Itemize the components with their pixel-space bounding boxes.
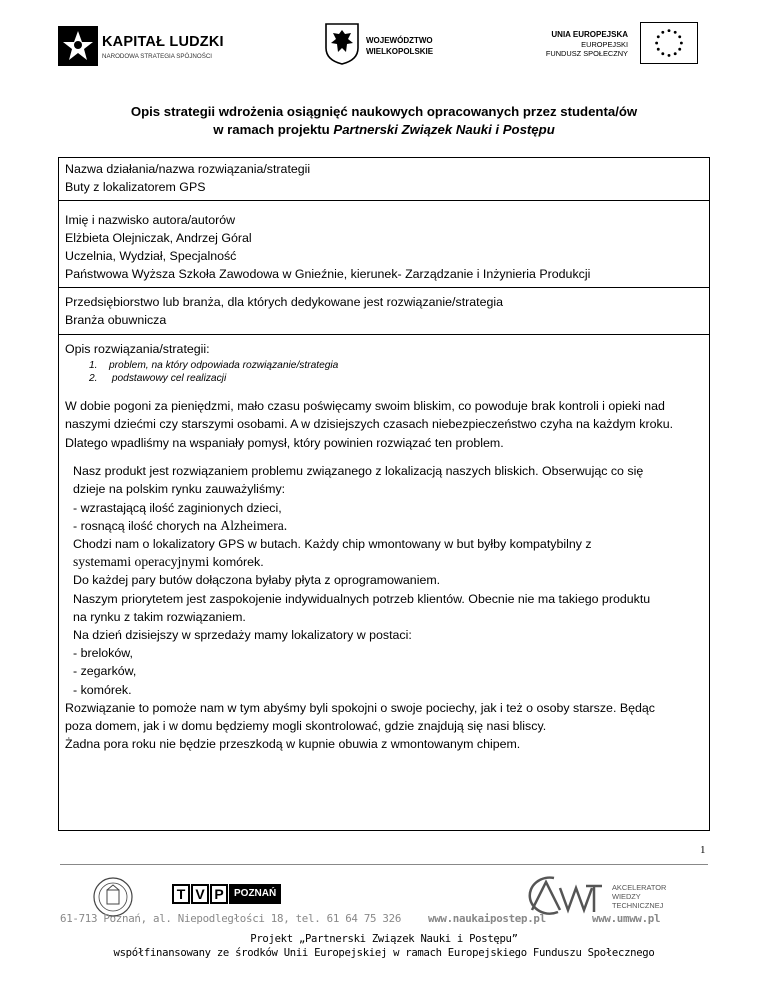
paragraph-line: Na dzień dzisiejszy w sprzedaży mamy lokalizatory w postaci:	[73, 628, 412, 643]
title-project-name: Partnerski Związek Nauki i Postępu	[333, 122, 555, 137]
tvp-poznan-logo	[172, 884, 281, 904]
list-item	[89, 372, 703, 385]
author-value: Elżbieta Olejniczak, Andrzej Góral	[65, 231, 252, 245]
awt-line3: TECHNICZNEJ	[612, 901, 664, 910]
paragraph-line	[73, 553, 703, 571]
eu-star	[674, 31, 677, 34]
university-label: Uczelnia, Wydział, Specjalność	[65, 249, 237, 263]
tvp-letter: P	[210, 884, 228, 904]
title-line2	[60, 121, 708, 139]
footer-link-umww[interactable]: www.umww.pl	[592, 912, 661, 925]
footer-link-naukaipostep[interactable]: www.naukaipostep.pl	[428, 912, 546, 925]
list-item-number: 1.	[89, 360, 98, 371]
paragraph-line: W dobie pogoni za pieniędzmi, mało czasu poświęcamy swoim bliskim, co powoduje brak kontroli i opieki nad	[65, 399, 665, 413]
wojewodztwo-logo	[324, 22, 434, 72]
paragraph-intro	[65, 397, 703, 452]
tvp-letter: V	[191, 884, 209, 904]
ue-text-block	[520, 30, 628, 59]
paragraph-line: na rynku z takim rozwiązaniem.	[73, 609, 246, 624]
ue-line3: FUNDUSZ SPOŁECZNY	[545, 49, 628, 58]
awt-text	[612, 883, 666, 910]
cell-industry	[58, 287, 710, 334]
eu-star	[661, 52, 664, 55]
eu-star	[678, 48, 681, 51]
awt-line2: WIEDZY	[612, 892, 641, 901]
eu-star	[657, 48, 660, 51]
footer-divider	[60, 864, 708, 865]
line-part: - rosnącą ilość chorych na	[73, 518, 221, 533]
paragraph-line: Naszym priorytetem jest zaspokojenie indywidualnych potrzeb klientów. Obecnie nie ma takiego produktu	[73, 591, 651, 606]
title-line2-prefix: w ramach projektu	[213, 122, 334, 137]
industry-label: Przedsiębiorstwo lub branża, dla których dedykowane jest rozwiązanie/strategia	[65, 295, 504, 309]
eu-star	[655, 42, 658, 45]
ue-line1: UNIA EUROPEJSKA	[551, 30, 628, 39]
eu-star	[657, 35, 660, 38]
paragraph-line: Żadna pora roku nie będzie przeszkodą w kupnie obuwia z wmontowanym chipem.	[65, 737, 521, 752]
kl-subtitle: NARODOWA STRATEGIA SPÓJNOŚCI	[102, 53, 213, 60]
footer-address: 61-713 Poznań, al. Niepodległości 18, tel. 61 64 75 326	[60, 912, 402, 925]
paragraph-summary	[65, 699, 703, 754]
paragraph-line: - wzrastającą ilość zaginionych dzieci,	[73, 500, 282, 515]
kapital-ludzki-star-icon	[58, 26, 98, 66]
line-part-serif: systemami operacyjnymi	[73, 554, 210, 570]
list-item	[89, 359, 703, 372]
cell-description	[58, 334, 710, 831]
description-list	[89, 359, 703, 385]
industry-value: Branża obuwnicza	[65, 313, 167, 327]
eu-star	[674, 52, 677, 55]
page-number: 1	[700, 844, 706, 856]
university-value: Państwowa Wyższa Szkoła Zawodowa w Gnieźnie, kierunek- Zarządzanie i Inżynieria Produkcji	[65, 267, 591, 281]
paragraph-product	[73, 462, 703, 699]
eu-star	[668, 54, 671, 57]
paragraph-line: - komórek.	[73, 682, 132, 697]
author-label: Imię i nazwisko autora/autorów	[65, 213, 236, 227]
name-label: Nazwa działania/nazwa rozwiązania/strategii	[65, 162, 311, 176]
paragraph-line: Rozwiązanie to pomoże nam w tym abyśmy byli spokojni o swoje pociechy, jak i też o osoby starsze. Będąc	[65, 700, 655, 715]
line-part-serif: Alzheimera.	[220, 517, 288, 533]
description-label: Opis rozwiązania/strategii:	[65, 342, 210, 356]
cell-author	[58, 200, 710, 287]
name-value: Buty z lokalizatorem GPS	[65, 180, 206, 194]
paragraph-line: Dlatego wpadliśmy na wspaniały pomysł, który powinien rozwiązać ten problem.	[65, 435, 504, 450]
paragraph-line	[73, 517, 703, 535]
eu-star	[678, 35, 681, 38]
kapital-ludzki-logo	[58, 22, 238, 72]
footer-project-line2: współfinansowany ze środków Unii Europejskiej w ramach Europejskiego Funduszu Społecznego	[113, 947, 655, 959]
line-part: komórek.	[209, 555, 264, 570]
document-title	[60, 103, 708, 139]
list-item-number: 2.	[89, 373, 98, 384]
ue-line2: EUROPEJSKI	[581, 39, 628, 49]
woj-line2: WIELKOPOLSKIE	[366, 47, 434, 56]
paragraph-line: Nasz produkt jest rozwiązaniem problemu związanego z lokalizacją naszych bliskich. Obserwując co się	[73, 464, 644, 479]
list-item-text: problem, na który odpowiada rozwiązanie/strategia	[109, 360, 339, 371]
paragraph-line: - breloków,	[73, 646, 133, 661]
kl-title: KAPITAŁ LUDZKI	[102, 34, 224, 50]
title-line1: Opis strategii wdrożenia osiągnięć naukowych opracowanych przez studenta/ów	[130, 104, 638, 119]
awt-line1: AKCELERATOR	[612, 883, 667, 892]
paragraph-line: Do każdej pary butów dołączona byłaby płyta z oprogramowaniem.	[73, 573, 441, 588]
paragraph-line: dzieje na polskim rynku zauważyliśmy:	[73, 482, 286, 497]
tvp-city: POZNAŃ	[229, 884, 281, 904]
paragraph-line: poza domem, jak i w domu będziemy mogli skontrolować, gdzie znajdują się nasi bliscy.	[65, 719, 547, 734]
paragraph-line: Chodzi nam o lokalizatory GPS w butach. Każdy chip wmontowany w but byłby kompatybilny z	[73, 537, 592, 552]
list-item-text: podstawowy cel realizacji	[109, 373, 227, 384]
awt-logo-icon	[524, 872, 604, 916]
footer-project-line1: Projekt „Partnerski Związek Nauki i Postępu”	[250, 933, 518, 945]
eu-flag-icon	[640, 22, 698, 64]
eu-star	[661, 31, 664, 34]
tvp-letter: T	[172, 884, 190, 904]
paragraph-line: - zegarków,	[73, 664, 137, 679]
paragraph-line: naszymi dziećmi czy starszymi osobami. A w dzisiejszych czasach niebezpieczeństwo czyha na każdym kroku.	[65, 417, 674, 432]
eagle-crest-icon	[324, 22, 360, 66]
cell-solution-name	[58, 157, 710, 200]
eu-star	[668, 29, 671, 32]
woj-line1: WOJEWÓDZTWO	[366, 36, 433, 45]
eu-star	[680, 42, 683, 45]
